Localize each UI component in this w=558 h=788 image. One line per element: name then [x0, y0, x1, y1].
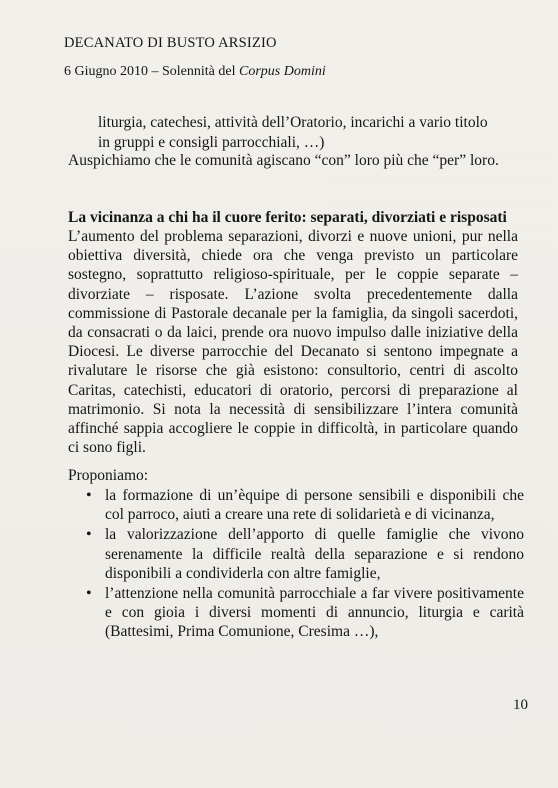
- intro-line-2: in gruppi e consigli parrocchiali, …): [98, 134, 325, 151]
- bullet-icon: •: [86, 585, 92, 603]
- proposals-intro: Proponiamo:: [68, 467, 149, 484]
- list-item: [68, 525, 524, 583]
- page-number: 10: [513, 697, 528, 713]
- intro-line-1: liturgia, catechesi, attività dell’Oratorio, incarichi a vario titolo: [98, 114, 488, 131]
- bullet-icon: •: [86, 487, 92, 504]
- auspice-paragraph: Auspichiamo che le comunità agiscano “con” loro più che “per” loro.: [68, 152, 499, 169]
- running-subheader: [64, 64, 326, 80]
- bullet-icon: •: [86, 526, 92, 544]
- section-heading: La vicinanza a chi ha il cuore ferito: separati, divorziati e risposati: [68, 209, 507, 226]
- date-line: 6 Giugno 2010 – Solennità del: [64, 64, 239, 79]
- date-line-italic: Corpus Domini: [239, 64, 326, 79]
- list-item-text: l’attenzione nella comunità parrocchiale a far vivere positivamente e con gioia i diversi momenti di annuncio, liturgia e carità (Battesimi, Prima Comunione, Cresima …),: [105, 585, 524, 641]
- proposals-list: [68, 486, 524, 643]
- section-paragraph: L’aumento del problema separazioni, divorzi e nuove unioni, pur nella obiettiva diversità, chiede ora che venga previsto un particolare sostegno, soprattutto religioso-spirituale, per le coppie separate – divorziate – risposate. L’azione svolta precedentemente dalla commissione di Pastorale decanale per la famiglia, da singoli sacerdoti, da consacrati o da laici, prende ora nuovo impulso dalle iniziative della Diocesi. Le diverse parrocchie del Decanato si sentono impegnate a rivalutare le risorse che già esistono: consultorio, centri di ascolto Caritas, catechisti, educatori di oratorio, percorsi di preparazione al matrimonio. Si nota la necessità di sensibilizzare l’intera comunità affinché sappia accogliere le coppie in difficoltà, in particolare quando ci sono figli.: [68, 228, 518, 457]
- list-item-text: la valorizzazione dell’apporto di quelle famiglie che vivono serenamente la difficile realtà della separazione e si rendono disponibili a condividerla con altre famiglie,: [105, 526, 524, 582]
- running-header: DECANATO DI BUSTO ARSIZIO: [64, 35, 277, 51]
- list-item: [68, 584, 524, 642]
- list-item: [68, 486, 524, 524]
- list-item-text: la formazione di un’èquipe di persone sensibili e disponibili che col parroco, aiuti a creare una rete di solidarietà e di vicinanza,: [105, 487, 524, 524]
